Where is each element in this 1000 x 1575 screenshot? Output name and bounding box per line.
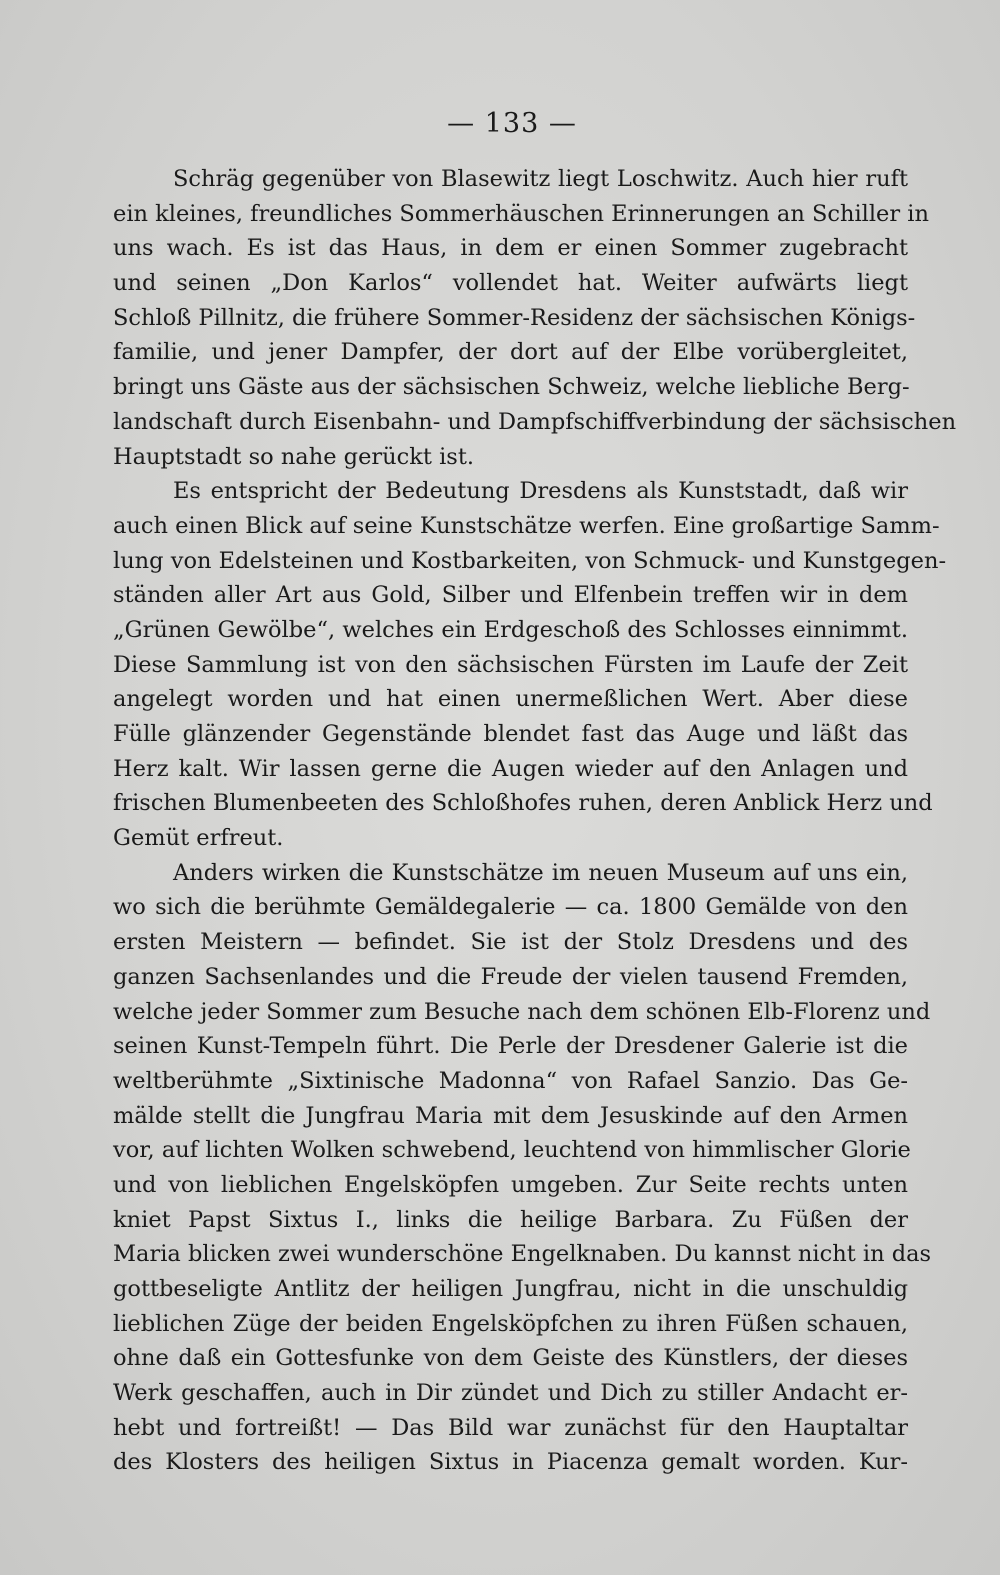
text-line: Hauptstadt so nahe gerückt ist. [113, 443, 475, 470]
page-number: — 133 — [447, 108, 577, 139]
text-line: Diese Sammlung ist von den sächsischen Fürsten im Laufe der Zeit [113, 651, 908, 678]
text-line: frischen Blumenbeeten des Schloßhofes ruhen, deren Anblick Herz und [113, 790, 933, 817]
text-line: „Grünen Gewölbe“, welches ein Erdgeschoß des Schlosses einnimmt. [113, 616, 908, 643]
text-line: Werk geschaffen, auch in Dir zündet und Dich zu stiller Andacht er- [113, 1380, 908, 1407]
text-line: ersten Meistern — befindet. Sie ist der Stolz Dresdens und des [113, 929, 908, 956]
text-line: des Klosters des heiligen Sixtus in Piacenza gemalt worden. Kur- [113, 1449, 908, 1476]
text-line: welche jeder Sommer zum Besuche nach dem schönen Elb-Florenz und [113, 998, 931, 1025]
text-line: vor, auf lichten Wolken schwebend, leuchtend von himmlischer Glorie [113, 1137, 911, 1164]
text-line: Herz kalt. Wir lassen gerne die Augen wieder auf den Anlagen und [113, 755, 908, 782]
text-line: ständen aller Art aus Gold, Silber und Elfenbein treffen wir in dem [113, 582, 908, 609]
text-line: und seinen „Don Karlos“ vollendet hat. Weiter aufwärts liegt [113, 270, 908, 297]
text-line: Es entspricht der Bedeutung Dresdens als Kunststadt, daß wir [173, 478, 908, 505]
text-line: seinen Kunst-Tempeln führt. Die Perle der Dresdener Galerie ist die [113, 1033, 908, 1060]
text-line: Gemüt erfreut. [113, 825, 284, 852]
text-line: gottbeseligte Antlitz der heiligen Jungfrau, nicht in die unschuldig [113, 1276, 908, 1302]
text-line: Maria blicken zwei wunderschöne Engelknaben. Du kannst nicht in das [113, 1241, 932, 1268]
text-line: wo sich die berühmte Gemäldegalerie — ca. 1800 Gemälde von den [113, 894, 908, 921]
text-line: uns wach. Es ist das Haus, in dem er einen Sommer zugebracht [113, 235, 908, 262]
text-line: Schräg gegenüber von Blasewitz liegt Loschwitz. Auch hier ruft [173, 166, 908, 192]
text-line: und von lieblichen Engelsköpfen umgeben. Zur Seite rechts unten [113, 1171, 908, 1198]
text-line: hebt und fortreißt! — Das Bild war zunächst für den Hauptaltar [113, 1414, 908, 1441]
text-line: Schloß Pillnitz, die frühere Sommer-Residenz der sächsischen Königs- [113, 304, 916, 331]
text-line: ganzen Sachsenlandes und die Freude der vielen tausend Fremden, [113, 963, 908, 990]
text-line: angelegt worden und hat einen unermeßlichen Wert. Aber diese [113, 686, 908, 713]
text-line: landschaft durch Eisenbahn- und Dampfschiffverbindung der sächsischen [113, 408, 957, 435]
text-line: ohne daß ein Gottesfunke von dem Geiste des Künstlers, der dieses [113, 1345, 908, 1372]
text-line: auch einen Blick auf seine Kunstschätze werfen. Eine großartige Samm- [113, 512, 940, 539]
body-text [113, 162, 957, 1480]
text-line: lieblichen Züge der beiden Engelsköpfchen zu ihren Füßen schauen, [113, 1310, 908, 1337]
text-line: kniet Papst Sixtus I., links die heilige Barbara. Zu Füßen der [113, 1206, 908, 1233]
text-line: familie, und jener Dampfer, der dort auf der Elbe vorübergleitet, [113, 339, 908, 366]
text-line: Anders wirken die Kunstschätze im neuen Museum auf uns ein, [173, 859, 908, 886]
text-line: weltberühmte „Sixtinische Madonna“ von Rafael Sanzio. Das Ge- [113, 1067, 908, 1094]
text-line: Fülle glänzender Gegenstände blendet fast das Auge und läßt das [113, 721, 908, 747]
text-line: mälde stellt die Jungfrau Maria mit dem Jesuskinde auf den Armen [113, 1102, 908, 1129]
text-line: ein kleines, freundliches Sommerhäuschen Erinnerungen an Schiller in [113, 200, 929, 227]
text-line: lung von Edelsteinen und Kostbarkeiten, von Schmuck- und Kunstgegen- [113, 547, 947, 574]
text-line: bringt uns Gäste aus der sächsischen Schweiz, welche liebliche Berg- [113, 374, 910, 401]
